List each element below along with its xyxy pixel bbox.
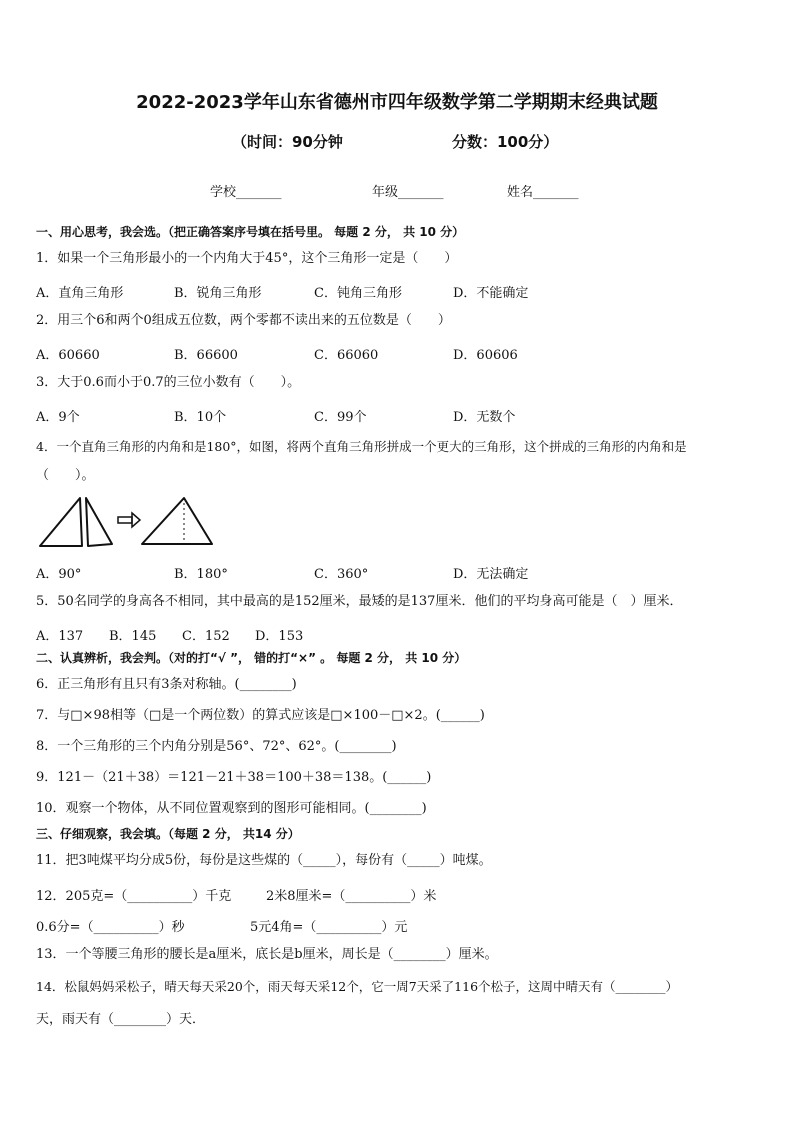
question-12-part-c: 0.6分=（__________）秒: [36, 920, 185, 935]
question-12-part-a: 12．205克=（__________）千克: [36, 889, 232, 904]
question-12-part-d: 5元4角=（__________）元: [250, 920, 408, 935]
time-label: （时间：90分钟: [232, 133, 343, 151]
q3-option-d: D．无数个: [453, 410, 516, 425]
q3-option-c: C．99个: [314, 410, 367, 425]
q4-option-c: C．360°: [314, 567, 369, 582]
q1-option-a: A．直角三角形: [36, 286, 124, 301]
school-field: 学校_______: [210, 185, 282, 200]
q5-option-c: C．152: [182, 629, 230, 644]
triangle-figure: [36, 494, 226, 552]
question-3: 3．大于0.6而小于0.7的三位小数有（ ）。: [36, 375, 301, 390]
name-field: 姓名_______: [507, 185, 579, 200]
question-1: 1．如果一个三角形最小的一个内角大于45°，这个三角形一定是（ ）: [36, 251, 458, 266]
question-8: 8．一个三角形的三个内角分别是56°、72°、62°。(________): [36, 739, 397, 754]
q2-option-d: D．60606: [453, 348, 518, 363]
q2-option-b: B．66600: [174, 348, 238, 363]
q1-option-d: D．不能确定: [453, 286, 529, 301]
question-5: 5．50名同学的身高各不相同，其中最高的是152厘米，最矮的是137厘米．他们的平均身高可能是（ ）厘米．: [36, 594, 683, 609]
arrow-right-icon: [118, 513, 140, 527]
q3-option-b: B．10个: [174, 410, 227, 425]
question-4-line-1: 4．一个直角三角形的内角和是180°，如图，将两个直角三角形拼成一个更大的三角形，这个拼成的三角形的内角和是: [36, 439, 687, 454]
question-10: 10．观察一个物体，从不同位置观察到的图形可能相同。(________): [36, 801, 427, 816]
combined-triangle: [142, 498, 212, 544]
q5-option-b: B．145: [109, 629, 157, 644]
q4-option-d: D．无法确定: [453, 567, 529, 582]
q2-option-a: A．60660: [36, 348, 100, 363]
section-heading-1: 一、用心思考，我会选。（把正确答案序号填在括号里。 每题 2 分， 共 10 分）: [36, 225, 465, 239]
left-right-triangle-b: [86, 498, 112, 546]
question-2: 2．用三个6和两个0组成五位数，两个零都不读出来的五位数是（ ）: [36, 313, 451, 328]
question-4-line-2: （ ）。: [36, 468, 95, 483]
left-right-triangle-a: [40, 498, 82, 546]
section-heading-2: 二、认真辨析，我会判。（对的打“√ ”， 错的打“×” 。 每题 2 分， 共 10 分）: [36, 651, 467, 665]
q4-option-a: A．90°: [36, 567, 82, 582]
question-7: 7．与□×98相等（□是一个两位数）的算式应该是□×100－□×2。(______): [36, 708, 485, 723]
q1-option-b: B．锐角三角形: [174, 286, 262, 301]
q4-option-b: B．180°: [174, 567, 228, 582]
q1-option-c: C．钝角三角形: [314, 286, 402, 301]
section-heading-3: 三、仔细观察，我会填。（每题 2 分， 共14 分）: [36, 827, 300, 841]
question-14-line-2: 天，雨天有（________）天．: [36, 1012, 206, 1027]
q3-option-a: A．9个: [36, 410, 80, 425]
score-label: 分数：100分）: [452, 133, 559, 151]
question-11: 11．把3吨煤平均分成5份，每份是这些煤的（_____），每份有（_____）吨煤。: [36, 853, 492, 868]
question-13: 13．一个等腰三角形的腰长是a厘米，底长是b厘米，周长是（________）厘米。: [36, 947, 498, 962]
question-6: 6．正三角形有且只有3条对称轴。(________): [36, 677, 297, 692]
question-14-line-1: 14．松鼠妈妈采松子，晴天每天采20个，雨天每天采12个，它一周7天采了116个松子，这周中晴天有（________）: [36, 979, 679, 994]
page-title: 2022-2023学年山东省德州市四年级数学第二学期期末经典试题: [136, 92, 658, 113]
question-9: 9．121－（21＋38）＝121－21＋38＝100＋38＝138。(______): [36, 770, 432, 785]
grade-field: 年级_______: [372, 185, 444, 200]
question-12-part-b: 2米8厘米=（__________）米: [266, 889, 437, 904]
q2-option-c: C．66060: [314, 348, 379, 363]
q5-option-d: D．153: [255, 629, 304, 644]
q5-option-a: A．137: [36, 629, 84, 644]
